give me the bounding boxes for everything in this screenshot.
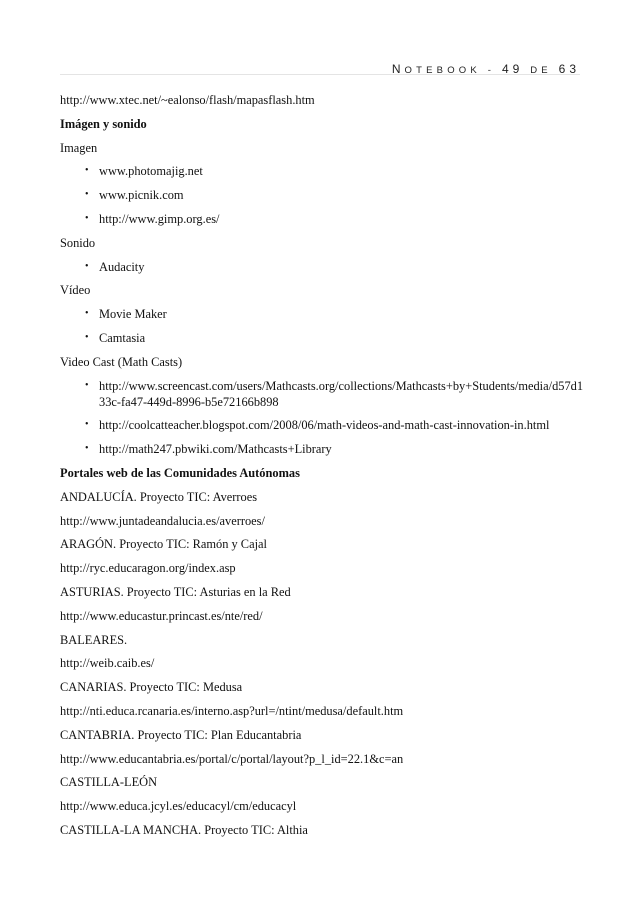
list-item: • Movie Maker	[85, 307, 167, 322]
header-separator: -	[487, 65, 496, 76]
bullet-icon: •	[85, 165, 89, 177]
list-item[interactable]: • http://math247.pbwiki.com/Mathcasts+Library	[85, 442, 332, 457]
list-item: • Camtasia	[85, 330, 146, 345]
region-asturias: ASTURIAS. Proyecto TIC: Asturias en la Red	[60, 584, 291, 599]
bullet-icon: •	[85, 379, 89, 391]
page-number: 49	[501, 62, 524, 76]
subheading-videocast: Video Cast (Math Casts)	[60, 354, 183, 369]
link-baleares[interactable]: http://weib.caib.es/	[60, 656, 155, 671]
region-baleares: BALEARES.	[60, 632, 128, 647]
list-item: • Audacity	[85, 259, 145, 274]
region-canarias: CANARIAS. Proyecto TIC: Medusa	[60, 680, 243, 695]
link-aragon[interactable]: http://ryc.educaragon.org/index.asp	[60, 561, 236, 576]
bullet-icon: •	[85, 308, 89, 320]
sonido-list	[60, 259, 585, 275]
bullet-icon: •	[85, 260, 89, 272]
subheading-sonido: Sonido	[60, 235, 96, 250]
region-cantabria: CANTABRIA. Proyecto TIC: Plan Educantabria	[60, 727, 302, 742]
bullet-icon: •	[85, 189, 89, 201]
list-item[interactable]: • http://www.screencast.com/users/Mathcasts.org/collections/Mathcasts+by+Students/media/d57d133c-fa47-449d-8996-b5e72166b898	[85, 378, 584, 409]
document-body	[60, 92, 585, 846]
link-cantabria[interactable]: http://www.educantabria.es/portal/c/portal/layout?p_l_id=22.1&c=an	[60, 751, 404, 766]
imagen-list	[60, 163, 585, 227]
bullet-icon: •	[85, 212, 89, 224]
link-mapasflash[interactable]: http://www.xtec.net/~ealonso/flash/mapasflash.htm	[60, 93, 315, 107]
bullet-icon: •	[85, 443, 89, 455]
list-item[interactable]: • http://www.gimp.org.es/	[85, 211, 220, 226]
header-label: NOTEBOOK	[391, 62, 481, 76]
video-list	[60, 306, 585, 346]
list-item[interactable]: • http://coolcatteacher.blogspot.com/2008/06/math-videos-and-math-cast-innovation-in.html	[85, 418, 550, 433]
link-canarias[interactable]: http://nti.educa.rcanaria.es/interno.asp?url=/ntint/medusa/default.htm	[60, 703, 404, 718]
list-item[interactable]: • www.photomajig.net	[85, 164, 203, 179]
section-heading-imagen-sonido: Imágen y sonido	[60, 116, 147, 131]
link-andalucia[interactable]: http://www.juntadeandalucia.es/averroes/	[60, 513, 265, 528]
region-castilla-leon: CASTILLA-LEÓN	[60, 775, 158, 790]
link-asturias[interactable]: http://www.educastur.princast.es/nte/red/	[60, 608, 263, 623]
page-total: 63	[558, 62, 580, 76]
bullet-icon: •	[85, 331, 89, 343]
subheading-video: Vídeo	[60, 283, 91, 298]
list-item[interactable]: • www.picnik.com	[85, 188, 184, 203]
subheading-imagen: Imagen	[60, 140, 98, 155]
link-castilla-leon[interactable]: http://www.educa.jcyl.es/educacyl/cm/educacyl	[60, 799, 297, 814]
section-heading-portales: Portales web de las Comunidades Autónomas	[60, 465, 300, 480]
region-castilla-la-mancha: CASTILLA-LA MANCHA. Proyecto TIC: Althia	[60, 822, 308, 837]
region-andalucia: ANDALUCÍA. Proyecto TIC: Averroes	[60, 489, 258, 504]
header-rule	[60, 74, 580, 75]
region-aragon: ARAGÓN. Proyecto TIC: Ramón y Cajal	[60, 537, 267, 552]
videocast-list	[60, 378, 585, 458]
bullet-icon: •	[85, 419, 89, 431]
header-of-word: DE	[530, 65, 552, 76]
